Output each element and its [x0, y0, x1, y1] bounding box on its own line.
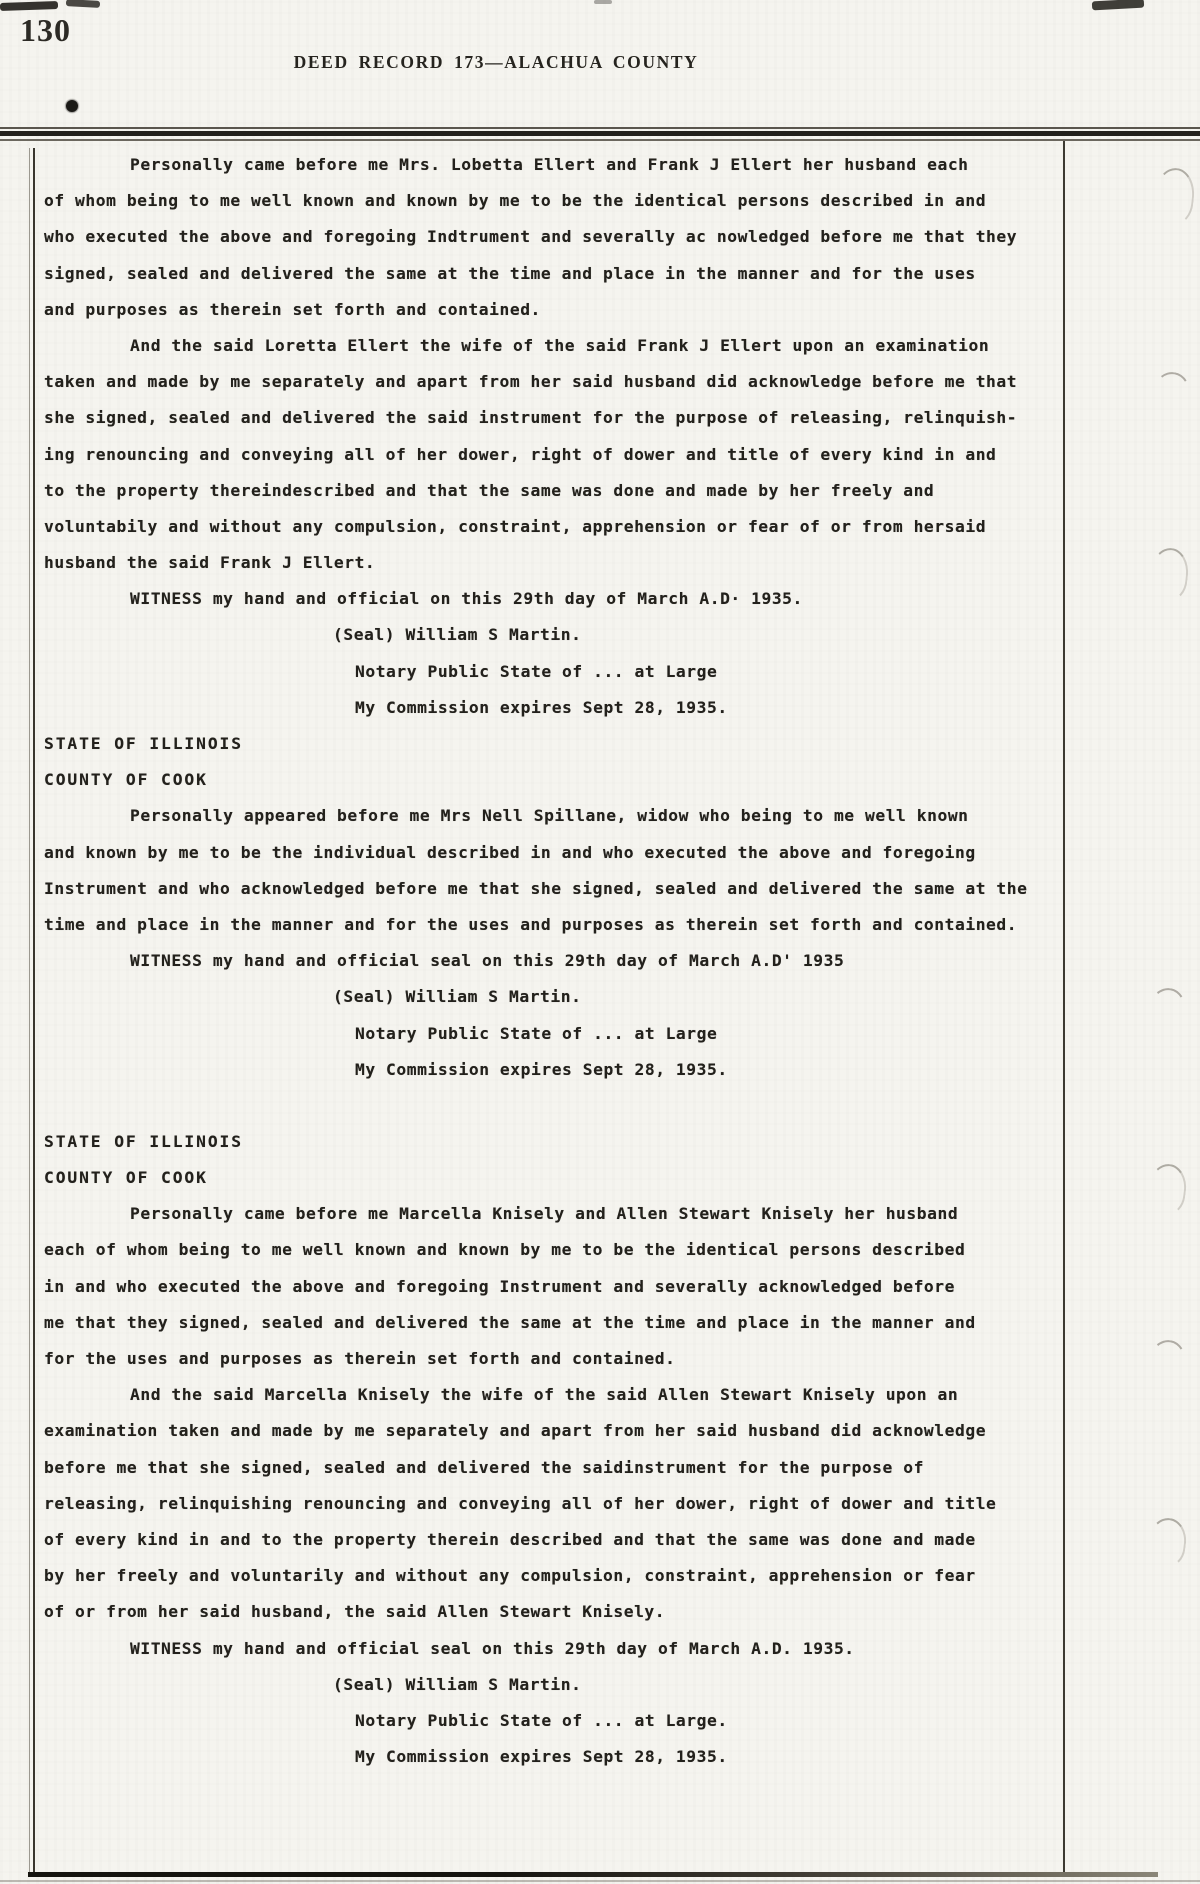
scan-artifact-arc: [1145, 985, 1190, 1036]
document-line: Notary Public State of ... at Large.: [355, 1710, 728, 1730]
bottom-rule-thin: [0, 1880, 1200, 1882]
left-margin-rule: [33, 148, 35, 1874]
document-line: before me that she signed, sealed and delivered the saidinstrument for the purpose of: [44, 1457, 924, 1477]
page-header-title: DEED RECORD 173—ALACHUA COUNTY: [293, 52, 699, 72]
document-line: (Seal) William S Martin.: [333, 625, 582, 645]
scan-smudge-top-right: [1092, 0, 1144, 10]
bottom-rule: [28, 1872, 1158, 1877]
section-heading-line: STATE OF ILLINOIS: [44, 1131, 243, 1151]
document-line: taken and made by me separately and apart from her said husband did acknowledge before me that: [44, 372, 1018, 392]
document-line: My Commission expires Sept 28, 1935.: [355, 1059, 728, 1079]
document-line: time and place in the manner and for the uses and purposes as therein set forth and contained.: [44, 914, 1018, 934]
document-line: in and who executed the above and foregoing Instrument and severally acknowledged before: [44, 1276, 955, 1296]
document-line: of or from her said husband, the said Allen Stewart Knisely.: [44, 1602, 666, 1622]
document-line: husband the said Frank J Ellert.: [44, 553, 376, 573]
document-line: of every kind in and to the property therein described and that the same was done and made: [44, 1529, 976, 1549]
document-section: [44, 726, 1048, 1088]
document-line: for the uses and purposes as therein set forth and contained.: [44, 1349, 676, 1368]
scan-artifact-arc: [1151, 166, 1197, 226]
scan-artifact-arc: [1145, 1337, 1190, 1388]
section-heading-line: STATE OF ILLINOIS: [44, 734, 243, 753]
document-line: Personally came before me Marcella Knisely and Allen Stewart Knisely her husband: [130, 1204, 959, 1224]
document-line: Notary Public State of ... at Large: [355, 661, 718, 681]
document-line: signed, sealed and delivered the same at the time and place in the manner and for the uses: [44, 263, 976, 283]
section-heading-line: COUNTY OF COOK: [44, 1168, 208, 1188]
page-number: 130: [20, 12, 71, 48]
scan-smudge-top-left: [0, 1, 58, 11]
scan-artifact-arc: [1145, 1162, 1189, 1216]
top-rule-thin: [0, 127, 1200, 129]
document-line: Notary Public State of ... at Large: [355, 1023, 718, 1043]
top-rule-thick: [0, 131, 1200, 136]
scan-artifact-arc: [1148, 369, 1193, 419]
document-line: me that they signed, sealed and delivered the same at the time and place in the manner and: [44, 1312, 976, 1332]
document-line: and purposes as therein set forth and contained.: [44, 299, 541, 319]
scan-artifact-arc: [1147, 546, 1190, 602]
document-line: WITNESS my hand and official seal on this 29th day of March A.D' 1935: [130, 951, 845, 971]
document-line: by her freely and voluntarily and without any compulsion, constraint, apprehension or fear: [44, 1566, 976, 1586]
document-line: ing renouncing and conveying all of her dower, right of dower and title of every kind in and: [44, 444, 997, 464]
right-margin-rule: [1063, 141, 1065, 1874]
document-line: examination taken and made by me separately and apart from her said husband did acknowledge: [44, 1421, 987, 1441]
document-line: and known by me to be the individual described in and who executed the above and foregoing: [44, 842, 976, 862]
top-rule-thin: [0, 139, 1200, 141]
left-margin-rule-outer: [29, 148, 30, 1874]
document-section: [44, 147, 1048, 726]
scan-artifact-arc: [1145, 1516, 1189, 1568]
document-line: Personally came before me Mrs. Lobetta Ellert and Frank J Ellert her husband each: [130, 155, 969, 174]
document-section: [44, 1124, 1048, 1775]
document-line: WITNESS my hand and official seal on this 29th day of March A.D. 1935.: [130, 1638, 855, 1658]
document-line: My Commission expires Sept 28, 1935.: [355, 1747, 728, 1767]
document-line: (Seal) William S Martin.: [333, 987, 582, 1007]
scan-smudge-top-left: [66, 0, 100, 8]
document-line: of whom being to me well known and known by me to be the identical persons described in and: [44, 191, 987, 211]
document-line: releasing, relinquishing renouncing and conveying all of her dower, right of dower and title: [44, 1493, 997, 1513]
document-line: And the said Loretta Ellert the wife of the said Frank J Ellert upon an examination: [130, 335, 990, 355]
document-body: [44, 147, 1048, 1775]
document-line: WITNESS my hand and official on this 29th day of March A.D· 1935.: [130, 589, 803, 609]
document-line: Instrument and who acknowledged before me that she signed, sealed and delivered the same at the: [44, 878, 1028, 898]
document-line: to the property thereindescribed and that the same was done and made by her freely and: [44, 480, 935, 500]
document-line: And the said Marcella Knisely the wife of the said Allen Stewart Knisely upon an: [130, 1385, 959, 1405]
document-line: My Commission expires Sept 28, 1935.: [355, 697, 728, 717]
document-line: who executed the above and foregoing Indtrument and severally ac nowledged before me that they: [44, 227, 1018, 247]
document-line: Personally appeared before me Mrs Nell Spillane, widow who being to me well known: [130, 806, 969, 826]
scan-smudge-top-middle: [594, 0, 612, 4]
section-heading-line: COUNTY OF COOK: [44, 770, 208, 790]
document-line: (Seal) William S Martin.: [333, 1674, 582, 1694]
document-line: voluntabily and without any compulsion, constraint, apprehension or fear of or from hersaid: [44, 516, 987, 536]
document-line: she signed, sealed and delivered the said instrument for the purpose of releasing, relinquish-: [44, 408, 1018, 428]
ink-dot: [66, 100, 78, 112]
document-line: each of whom being to me well known and known by me to be the identical persons described: [44, 1240, 966, 1260]
